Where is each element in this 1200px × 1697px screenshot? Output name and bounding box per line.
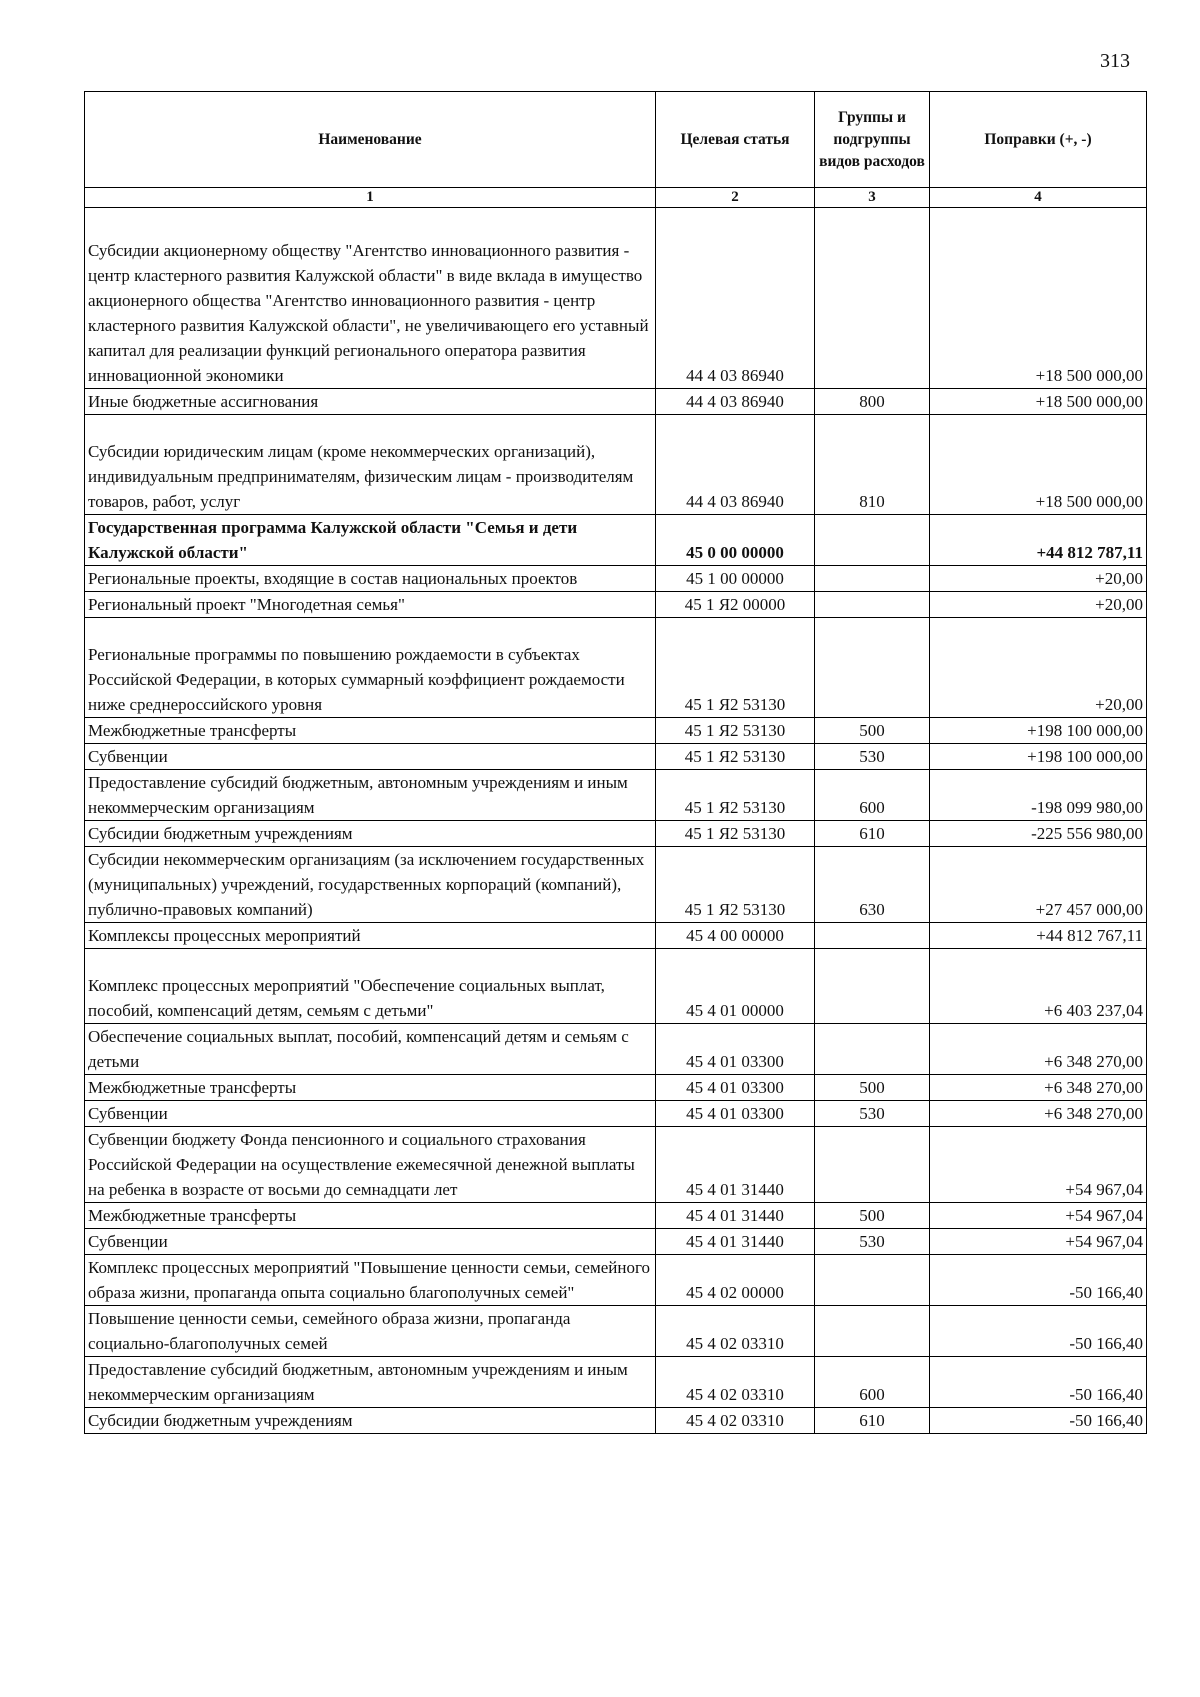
row-amount-cell: -50 166,40 xyxy=(930,1408,1147,1434)
row-group-cell xyxy=(815,1306,930,1357)
row-amount-cell: +6 348 270,00 xyxy=(930,1024,1147,1075)
row-amount-cell: +27 457 000,00 xyxy=(930,847,1147,923)
row-code-cell: 45 4 01 31440 xyxy=(656,1229,815,1255)
row-code-cell: 45 4 01 03300 xyxy=(656,1075,815,1101)
row-group-cell xyxy=(815,949,930,1024)
row-group-cell: 530 xyxy=(815,1229,930,1255)
row-group-cell xyxy=(815,208,930,389)
row-name-cell: Государственная программа Калужской области "Семья и дети Калужской области" xyxy=(85,515,656,566)
page-number: 313 xyxy=(1100,50,1130,72)
table-row xyxy=(85,1127,1147,1203)
row-amount-cell: +44 812 787,11 xyxy=(930,515,1147,566)
row-name-cell: Предоставление субсидий бюджетным, автономным учреждениям и иным некоммерческим организациям xyxy=(85,1357,656,1408)
row-group-cell xyxy=(815,923,930,949)
table-row xyxy=(85,1024,1147,1075)
row-name-cell: Межбюджетные трансферты xyxy=(85,1075,656,1101)
row-group-cell: 530 xyxy=(815,744,930,770)
row-group-cell: 600 xyxy=(815,1357,930,1408)
table-row xyxy=(85,1203,1147,1229)
column-number: 2 xyxy=(656,188,815,208)
row-code-cell: 45 4 02 00000 xyxy=(656,1255,815,1306)
table-row xyxy=(85,592,1147,618)
column-header-group: Группы и подгруппы видов расходов xyxy=(815,92,930,188)
column-number-row xyxy=(85,188,1147,208)
row-code-cell: 45 4 01 03300 xyxy=(656,1024,815,1075)
row-code-cell: 45 1 Я2 53130 xyxy=(656,821,815,847)
column-header-name: Наименование xyxy=(85,92,656,188)
row-code-cell: 45 1 Я2 53130 xyxy=(656,618,815,718)
budget-table xyxy=(84,91,1147,1434)
table-row xyxy=(85,949,1147,1024)
row-code-cell: 44 4 03 86940 xyxy=(656,208,815,389)
table-header-row xyxy=(85,92,1147,188)
row-name-cell: Субсидии некоммерческим организациям (за исключением государственных (муниципальных) учреждений, государственных корпораций (компаний), публично-правовых компаний) xyxy=(85,847,656,923)
table-row xyxy=(85,389,1147,415)
row-amount-cell: +54 967,04 xyxy=(930,1229,1147,1255)
row-code-cell: 45 1 Я2 53130 xyxy=(656,770,815,821)
row-group-cell: 500 xyxy=(815,718,930,744)
row-name-cell: Субвенции xyxy=(85,1101,656,1127)
table-body xyxy=(85,208,1147,1434)
row-name-cell: Обеспечение социальных выплат, пособий, компенсаций детям и семьям с детьми xyxy=(85,1024,656,1075)
table-row xyxy=(85,618,1147,718)
table-row xyxy=(85,1075,1147,1101)
table-row xyxy=(85,1306,1147,1357)
table-row xyxy=(85,515,1147,566)
row-code-cell: 45 1 Я2 53130 xyxy=(656,847,815,923)
row-name-cell: Региональные программы по повышению рождаемости в субъектах Российской Федерации, в которых суммарный коэффициент рождаемости ниже среднероссийского уровня xyxy=(85,618,656,718)
row-group-cell xyxy=(815,566,930,592)
row-amount-cell: +20,00 xyxy=(930,566,1147,592)
table-row xyxy=(85,415,1147,515)
table-row xyxy=(85,847,1147,923)
row-name-cell: Комплекс процессных мероприятий "Обеспечение социальных выплат, пособий, компенсаций детям, семьям с детьми" xyxy=(85,949,656,1024)
row-name-cell: Региональный проект "Многодетная семья" xyxy=(85,592,656,618)
row-group-cell xyxy=(815,618,930,718)
row-group-cell: 630 xyxy=(815,847,930,923)
row-code-cell: 45 4 01 00000 xyxy=(656,949,815,1024)
row-amount-cell: +20,00 xyxy=(930,592,1147,618)
row-group-cell xyxy=(815,515,930,566)
row-amount-cell: +198 100 000,00 xyxy=(930,744,1147,770)
row-name-cell: Региональные проекты, входящие в состав национальных проектов xyxy=(85,566,656,592)
row-name-cell: Субсидии бюджетным учреждениям xyxy=(85,1408,656,1434)
table-row xyxy=(85,208,1147,389)
row-amount-cell: +54 967,04 xyxy=(930,1203,1147,1229)
row-amount-cell: +18 500 000,00 xyxy=(930,208,1147,389)
row-name-cell: Субсидии бюджетным учреждениям xyxy=(85,821,656,847)
row-code-cell: 45 0 00 00000 xyxy=(656,515,815,566)
row-amount-cell: -198 099 980,00 xyxy=(930,770,1147,821)
row-group-cell: 810 xyxy=(815,415,930,515)
row-code-cell: 44 4 03 86940 xyxy=(656,415,815,515)
row-group-cell: 800 xyxy=(815,389,930,415)
row-code-cell: 45 4 00 00000 xyxy=(656,923,815,949)
row-name-cell: Межбюджетные трансферты xyxy=(85,718,656,744)
row-code-cell: 45 4 02 03310 xyxy=(656,1357,815,1408)
row-name-cell: Субвенции xyxy=(85,744,656,770)
row-code-cell: 45 4 02 03310 xyxy=(656,1306,815,1357)
row-group-cell: 610 xyxy=(815,1408,930,1434)
row-amount-cell: +198 100 000,00 xyxy=(930,718,1147,744)
row-name-cell: Субвенции бюджету Фонда пенсионного и социального страхования Российской Федерации на осуществление ежемесячной денежной выплаты на ребенка в возрасте от восьми до семнадцати лет xyxy=(85,1127,656,1203)
row-amount-cell: -50 166,40 xyxy=(930,1255,1147,1306)
row-group-cell xyxy=(815,592,930,618)
row-amount-cell: -50 166,40 xyxy=(930,1306,1147,1357)
row-code-cell: 45 1 Я2 53130 xyxy=(656,744,815,770)
row-name-cell: Предоставление субсидий бюджетным, автономным учреждениям и иным некоммерческим организациям xyxy=(85,770,656,821)
row-amount-cell: +20,00 xyxy=(930,618,1147,718)
table-row xyxy=(85,566,1147,592)
table-row xyxy=(85,1229,1147,1255)
row-name-cell: Субвенции xyxy=(85,1229,656,1255)
column-number: 4 xyxy=(930,188,1147,208)
row-group-cell: 600 xyxy=(815,770,930,821)
row-group-cell: 500 xyxy=(815,1075,930,1101)
row-group-cell xyxy=(815,1255,930,1306)
row-name-cell: Иные бюджетные ассигнования xyxy=(85,389,656,415)
table-row xyxy=(85,1357,1147,1408)
row-code-cell: 45 1 Я2 00000 xyxy=(656,592,815,618)
row-amount-cell: -225 556 980,00 xyxy=(930,821,1147,847)
row-code-cell: 45 1 Я2 53130 xyxy=(656,718,815,744)
row-name-cell: Комплекс процессных мероприятий "Повышение ценности семьи, семейного образа жизни, пропаганда опыта социально благополучных семей" xyxy=(85,1255,656,1306)
row-code-cell: 45 4 01 31440 xyxy=(656,1203,815,1229)
table-row xyxy=(85,923,1147,949)
row-group-cell xyxy=(815,1024,930,1075)
table-row xyxy=(85,1255,1147,1306)
row-code-cell: 44 4 03 86940 xyxy=(656,389,815,415)
table-row xyxy=(85,770,1147,821)
row-amount-cell: +6 348 270,00 xyxy=(930,1101,1147,1127)
row-amount-cell: +18 500 000,00 xyxy=(930,389,1147,415)
table-row xyxy=(85,744,1147,770)
row-amount-cell: +6 348 270,00 xyxy=(930,1075,1147,1101)
row-code-cell: 45 1 00 00000 xyxy=(656,566,815,592)
column-number: 1 xyxy=(85,188,656,208)
row-amount-cell: +44 812 767,11 xyxy=(930,923,1147,949)
row-amount-cell: +6 403 237,04 xyxy=(930,949,1147,1024)
row-name-cell: Комплексы процессных мероприятий xyxy=(85,923,656,949)
row-group-cell: 610 xyxy=(815,821,930,847)
table-row xyxy=(85,1408,1147,1434)
table-row xyxy=(85,821,1147,847)
row-amount-cell: +18 500 000,00 xyxy=(930,415,1147,515)
column-number: 3 xyxy=(815,188,930,208)
table-row xyxy=(85,718,1147,744)
row-name-cell: Повышение ценности семьи, семейного образа жизни, пропаганда социально-благополучных семей xyxy=(85,1306,656,1357)
row-group-cell: 500 xyxy=(815,1203,930,1229)
row-name-cell: Субсидии юридическим лицам (кроме некоммерческих организаций), индивидуальным предпринимателям, физическим лицам - производителям товаров, работ, услуг xyxy=(85,415,656,515)
row-name-cell: Межбюджетные трансферты xyxy=(85,1203,656,1229)
row-group-cell: 530 xyxy=(815,1101,930,1127)
table-row xyxy=(85,1101,1147,1127)
row-name-cell: Субсидии акционерному обществу "Агентство инновационного развития - центр кластерного развития Калужской области" в виде вклада в имущество акционерного общества "Агентство инновационного развития - центр кластерного развития Калужской области", не увеличивающего его уставный капитал для реализации функций регионального оператора развития инновационной экономики xyxy=(85,208,656,389)
row-amount-cell: -50 166,40 xyxy=(930,1357,1147,1408)
row-code-cell: 45 4 01 03300 xyxy=(656,1101,815,1127)
column-header-amount: Поправки (+, -) xyxy=(930,92,1147,188)
row-group-cell xyxy=(815,1127,930,1203)
row-amount-cell: +54 967,04 xyxy=(930,1127,1147,1203)
row-code-cell: 45 4 02 03310 xyxy=(656,1408,815,1434)
row-code-cell: 45 4 01 31440 xyxy=(656,1127,815,1203)
column-header-code: Целевая статья xyxy=(656,92,815,188)
